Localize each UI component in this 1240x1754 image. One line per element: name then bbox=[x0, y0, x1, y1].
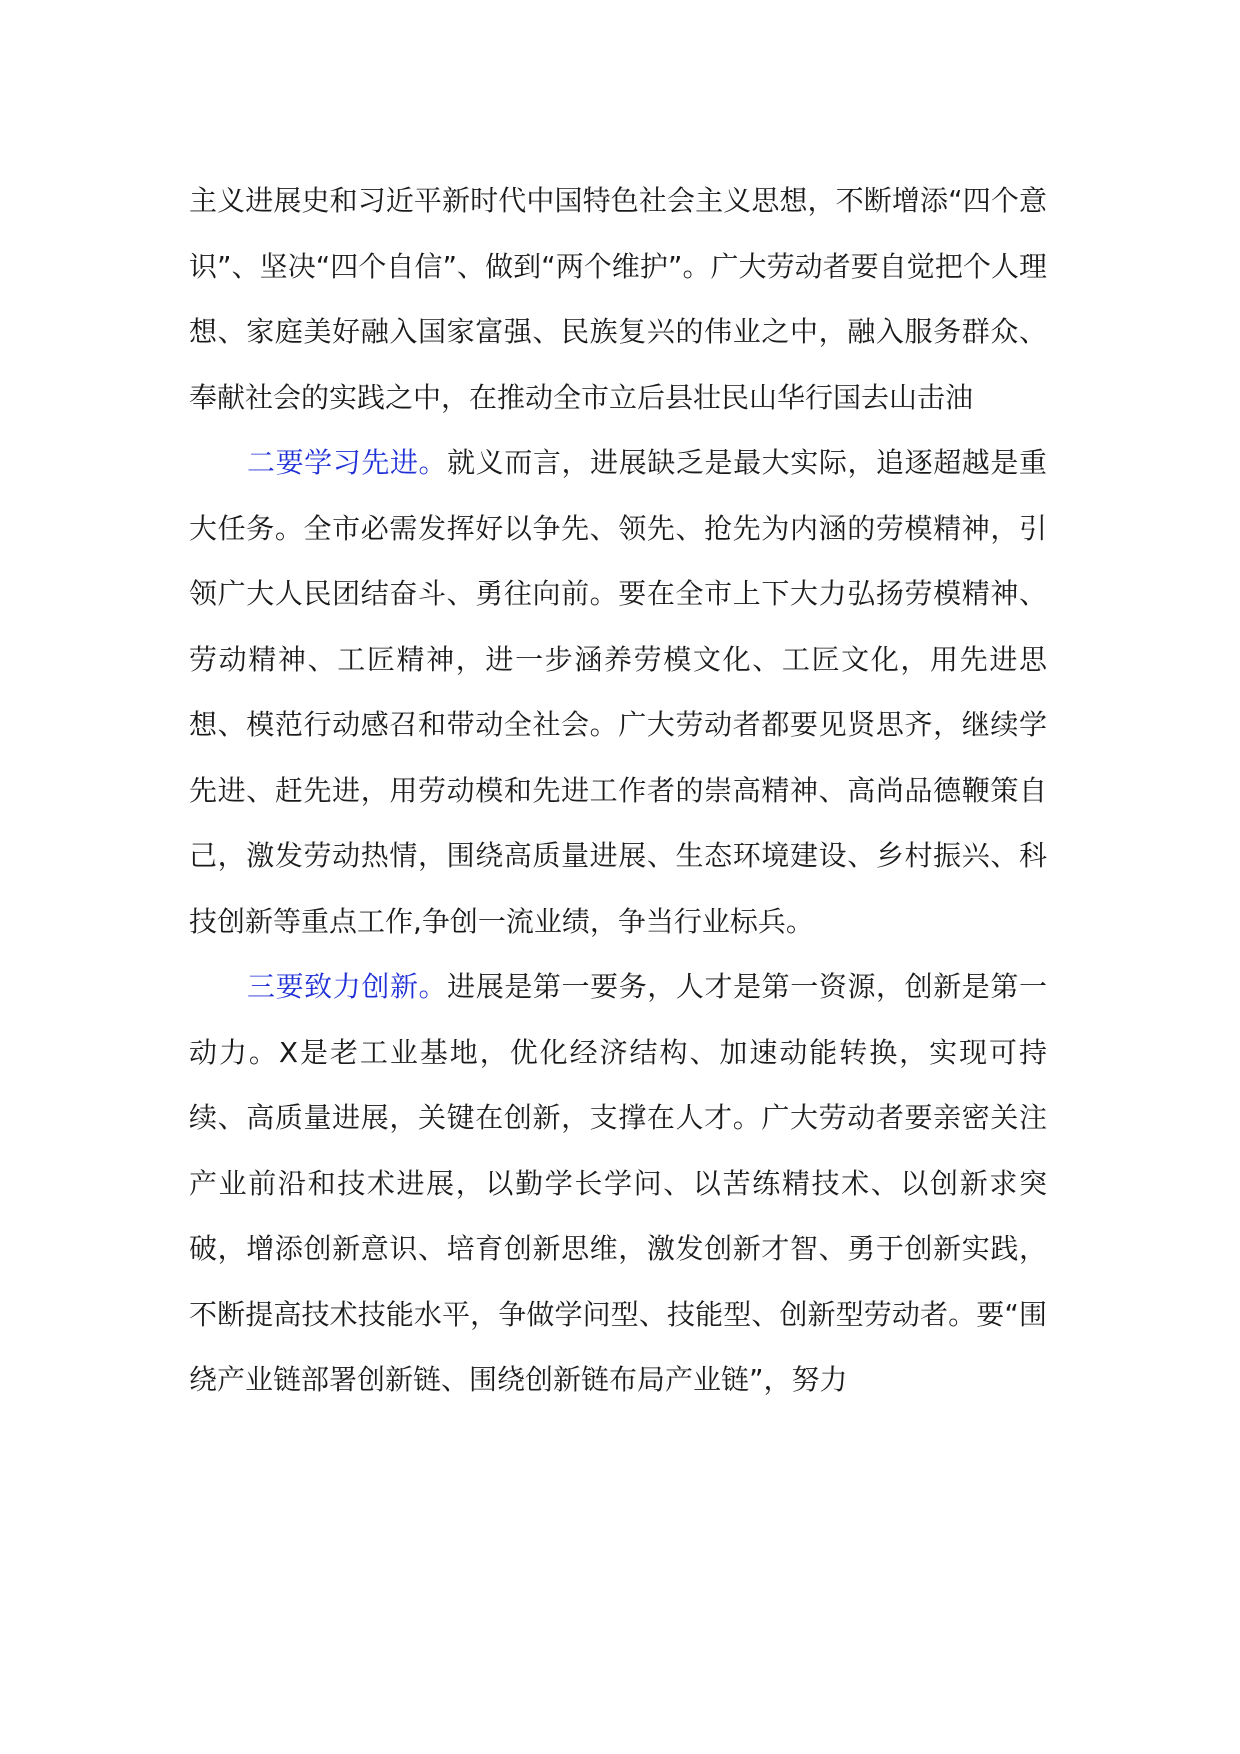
paragraph-continued bbox=[189, 168, 1047, 430]
paragraph-text: 就义而言，进展缺乏是最大实际，追逐超越是重大任务。全市必需发挥好以争先、领先、抢先为内涵的劳模精神，引领广大人民团结奋斗、勇往向前。要在全市上下大力弘扬劳模精神、劳动精神、工匠精神，进一步涵养劳模文化、工匠文化，用先进思想、模范行动感召和带动全社会。广大劳动者都要见贤思齐，继续学先进、赶先进，用劳动模和先进工作者的崇高精神、高尚品德鞭策自己，激发劳动热情，围绕高质量进展、生态环境建设、乡村振兴、科技创新等重点工作,争创一流业绩，争当行业标兵。 bbox=[189, 446, 1047, 938]
paragraph-heading: 三要致力创新。 bbox=[247, 970, 448, 1003]
paragraph-learn-advanced bbox=[189, 430, 1047, 954]
paragraph-heading: 二要学习先进。 bbox=[247, 446, 448, 479]
paragraph-text: 主义进展史和习近平新时代中国特色社会主义思想，不断增添“四个意识”、坚决“四个自信”、做到“两个维护”。广大劳动者要自觉把个人理想、家庭美好融入国家富强、民族复兴的伟业之中，融入服务群众、奉献社会的实践之中，在推动全市立后县壮民山华行国去山击油 bbox=[189, 184, 1047, 414]
paragraph-innovation bbox=[189, 954, 1047, 1413]
paragraph-text: 进展是第一要务，人才是第一资源，创新是第一动力。X是老工业基地，优化经济结构、加速动能转换，实现可持续、高质量进展，关键在创新，支撑在人才。广大劳动者要亲密关注产业前沿和技术进展，以勤学长学问、以苦练精技术、以创新求突破，增添创新意识、培育创新思维，激发创新才智、勇于创新实践，不断提高技术技能水平，争做学问型、技能型、创新型劳动者。要“围绕产业链部署创新链、围绕创新链布局产业链”，努力 bbox=[189, 970, 1047, 1396]
document-body bbox=[189, 168, 1047, 1413]
